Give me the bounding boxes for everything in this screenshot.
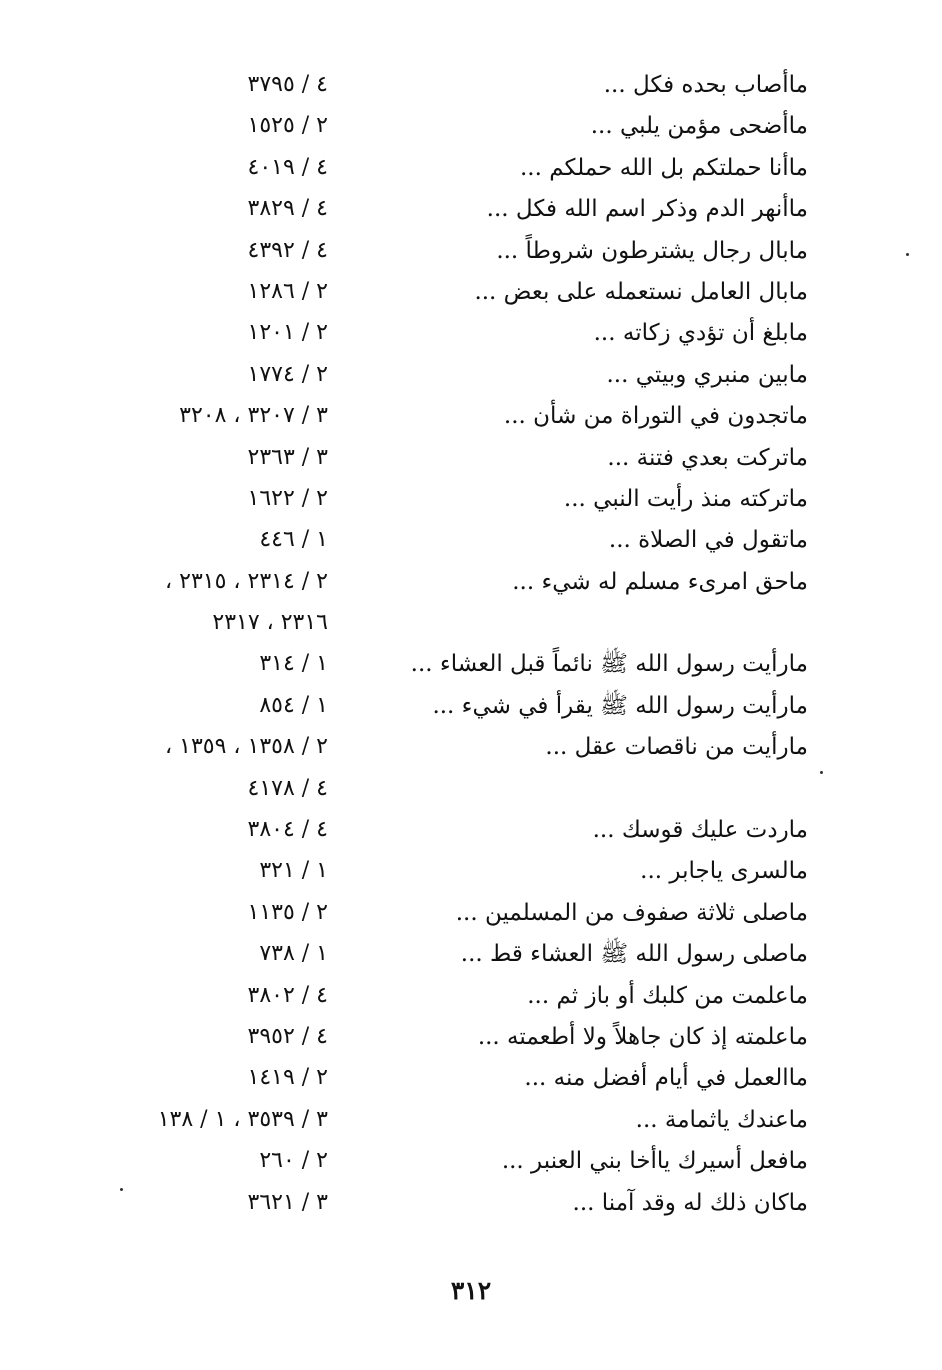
index-entry xyxy=(0,643,942,684)
volume-hadith-reference: ٤ / ٣٨٠٢ xyxy=(247,982,328,1008)
index-entry xyxy=(0,809,942,850)
index-entry xyxy=(0,726,942,767)
volume-hadith-reference: ٣ / ٣٥٣٩ ، ١ / ١٣٨ xyxy=(157,1106,328,1132)
index-entry xyxy=(0,1182,942,1223)
volume-hadith-reference: ٢ / ١٤١٩ xyxy=(247,1065,328,1091)
hadith-phrase: ماصلى ثلاثة صفوف من المسلمين ... xyxy=(455,899,808,926)
hadith-index-list xyxy=(0,64,942,1223)
index-entry xyxy=(0,271,942,312)
index-entry xyxy=(0,312,942,353)
hadith-phrase: ماتركته منذ رأيت النبي ... xyxy=(563,485,808,512)
volume-hadith-reference: ٤ / ٣٨٠٤ xyxy=(247,817,328,843)
index-entry xyxy=(0,478,942,519)
hadith-phrase: ماكان ذلك له وقد آمنا ... xyxy=(572,1189,808,1216)
index-entry xyxy=(0,850,942,891)
hadith-phrase: مابال العامل نستعمله على بعض ... xyxy=(474,278,808,305)
hadith-phrase: ماأصاب بحده فكل ... xyxy=(603,72,808,98)
index-entry xyxy=(0,64,942,105)
volume-hadith-reference: ١ / ٣١٤ xyxy=(259,651,328,677)
hadith-phrase: ماعلمته إذ كان جاهلاً ولا أطعمته ... xyxy=(477,1023,808,1050)
hadith-phrase: مارأيت من ناقصات عقل ... xyxy=(545,734,808,761)
volume-hadith-reference: ٢٣١٦ ، ٢٣١٧ xyxy=(212,610,328,636)
page-number: ٣١٢ xyxy=(450,1276,492,1305)
hadith-phrase: ماصلى رسول الله ﷺ العشاء قط ... xyxy=(460,941,808,968)
index-entry xyxy=(0,188,942,229)
hadith-phrase: مارأيت رسول الله ﷺ يقرأ في شيء ... xyxy=(432,692,808,719)
scan-speck xyxy=(820,771,823,774)
volume-hadith-reference: ٢ / ١٥٢٥ xyxy=(247,113,328,139)
volume-hadith-reference: ١ / ٨٥٤ xyxy=(259,692,328,718)
volume-hadith-reference: ٤ / ٤٣٩٢ xyxy=(247,237,328,263)
hadith-phrase: مابال رجال يشترطون شروطاً ... xyxy=(496,237,808,264)
scan-speck xyxy=(120,1188,123,1191)
volume-hadith-reference: ٢ / ١٣٥٨ ، ١٣٥٩ ، xyxy=(165,734,328,760)
volume-hadith-reference: ٢ / ١٧٧٤ xyxy=(247,361,328,387)
hadith-phrase: ماعندك ياثمامة ... xyxy=(635,1106,808,1133)
hadith-phrase: ماأنهر الدم وذكر اسم الله فكل ... xyxy=(486,196,808,223)
index-entry xyxy=(0,354,942,395)
hadith-phrase: ماتركت بعدي فتنة ... xyxy=(607,444,808,471)
index-entry xyxy=(0,147,942,188)
volume-hadith-reference: ٤ / ٤٠١٩ xyxy=(247,154,328,180)
index-entry xyxy=(0,437,942,478)
volume-hadith-reference: ٢ / ٢٦٠ xyxy=(259,1148,328,1174)
volume-hadith-reference: ١ / ٧٣٨ xyxy=(259,941,328,967)
volume-hadith-reference: ٢ / ١٢٨٦ xyxy=(247,278,328,304)
hadith-phrase: ماعلمت من كلبك أو باز ثم ... xyxy=(527,982,808,1009)
index-entry xyxy=(0,602,942,643)
volume-hadith-reference: ٤ / ٤١٧٨ xyxy=(247,775,328,801)
hadith-phrase: مافعل أسيرك ياأخا بني العنبر ... xyxy=(501,1148,808,1175)
index-entry xyxy=(0,975,942,1016)
hadith-phrase: مالسرى ياجابر ... xyxy=(640,858,808,885)
volume-hadith-reference: ٣ / ٢٣٦٣ xyxy=(247,444,328,470)
volume-hadith-reference: ٣ / ٣٢٠٧ ، ٣٢٠٨ xyxy=(179,403,328,429)
index-entry xyxy=(0,230,942,271)
index-entry xyxy=(0,1140,942,1181)
scan-speck xyxy=(906,253,909,256)
hadith-phrase: مارأيت رسول الله ﷺ نائماً قبل العشاء ... xyxy=(410,651,808,678)
index-entry xyxy=(0,1016,942,1057)
index-entry xyxy=(0,395,942,436)
volume-hadith-reference: ٣ / ٣٦٢١ xyxy=(247,1189,328,1215)
volume-hadith-reference: ٢ / ١١٣٥ xyxy=(247,899,328,925)
hadith-phrase: ماتقول في الصلاة ... xyxy=(608,527,808,554)
hadith-phrase: ماأنا حملتكم بل الله حملكم ... xyxy=(520,154,808,181)
volume-hadith-reference: ٤ / ٣٩٥٢ xyxy=(247,1023,328,1049)
index-entry xyxy=(0,685,942,726)
volume-hadith-reference: ٢ / ١٢٠١ xyxy=(247,320,328,346)
hadith-phrase: ماحق امرىء مسلم له شيء ... xyxy=(512,568,808,595)
hadith-phrase: ماتجدون في التوراة من شأن ... xyxy=(503,403,808,430)
volume-hadith-reference: ٢ / ١٦٢٢ xyxy=(247,485,328,511)
hadith-phrase: ماردت عليك قوسك ... xyxy=(592,817,808,844)
volume-hadith-reference: ١ / ٣٢١ xyxy=(259,858,328,884)
index-entry xyxy=(0,519,942,560)
hadith-phrase: ماالعمل في أيام أفضل منه ... xyxy=(524,1065,808,1092)
volume-hadith-reference: ٤ / ٣٨٢٩ xyxy=(247,196,328,222)
hadith-phrase: مابين منبري وبيتي ... xyxy=(606,361,808,388)
index-entry xyxy=(0,1099,942,1140)
volume-hadith-reference: ١ / ٤٤٦ xyxy=(259,527,328,553)
volume-hadith-reference: ٤ / ٣٧٩٥ xyxy=(247,72,328,97)
index-entry xyxy=(0,892,942,933)
hadith-phrase: ماأضحى مؤمن يلبي ... xyxy=(590,113,808,140)
volume-hadith-reference: ٢ / ٢٣١٤ ، ٢٣١٥ ، xyxy=(165,568,328,594)
index-entry xyxy=(0,768,942,809)
index-entry xyxy=(0,933,942,974)
index-entry xyxy=(0,561,942,602)
index-entry xyxy=(0,105,942,146)
hadith-phrase: مابلغ أن تؤدي زكاته ... xyxy=(593,320,808,347)
index-entry xyxy=(0,1057,942,1098)
